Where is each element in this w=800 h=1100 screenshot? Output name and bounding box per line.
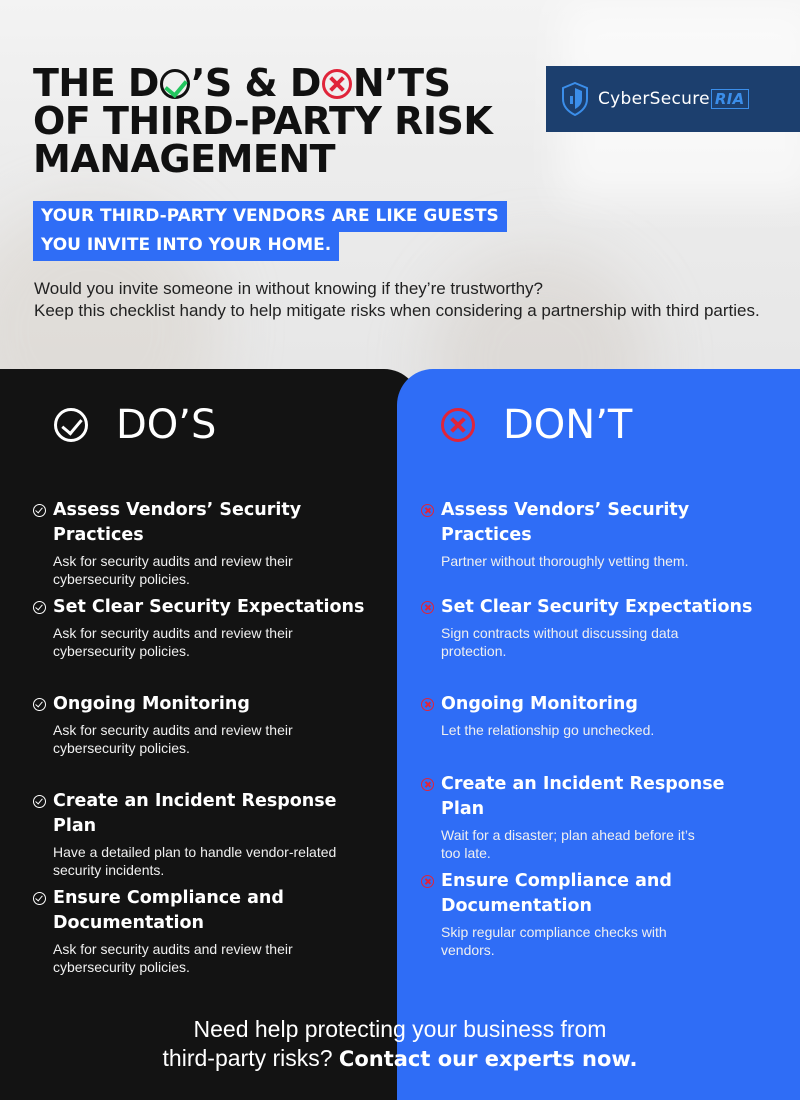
intro-text (34, 278, 764, 322)
dos-item-body: Ask for security audits and review their cybersecurity policies. (53, 553, 293, 587)
check-icon (33, 601, 46, 614)
donts-item (421, 692, 771, 739)
dos-item-title (33, 498, 383, 548)
donts-item-body: Skip regular compliance checks with vendors. (441, 924, 667, 958)
dos-item (33, 789, 383, 879)
dos-item (33, 886, 333, 976)
cross-icon (322, 69, 352, 99)
donts-heading-label: DON’T (503, 402, 633, 448)
cross-icon (421, 778, 434, 791)
shield-icon (562, 82, 588, 116)
company-logo (546, 66, 800, 132)
banner-line-1: YOUR THIRD-PARTY VENDORS ARE LIKE GUESTS (33, 201, 507, 232)
dos-item-title (33, 595, 383, 620)
dos-item-body: Have a detailed plan to handle vendor-related security incidents. (53, 844, 337, 878)
dos-item-title (33, 789, 383, 839)
cross-icon (421, 875, 434, 888)
item-title-text: Ensure Compliance and Documentation (53, 888, 284, 933)
cross-icon (421, 601, 434, 614)
donts-item-title (421, 869, 721, 919)
item-title-text: Set Clear Security Expectations (441, 597, 753, 617)
dos-heading (54, 402, 216, 448)
dos-item-title (33, 886, 333, 936)
hero-background (0, 0, 800, 400)
dos-item-title (33, 692, 383, 717)
donts-item (421, 498, 771, 570)
donts-item-title (421, 595, 771, 620)
item-title-text: Create an Incident Response Plan (441, 774, 725, 819)
donts-item (421, 595, 771, 660)
cross-circle-icon (441, 408, 475, 442)
donts-item-body: Let the relationship go unchecked. (441, 722, 655, 738)
cross-icon (421, 504, 434, 517)
banner-line-2: YOU INVITE INTO YOUR HOME. (33, 230, 339, 261)
title-text: THE D (33, 61, 159, 105)
title-line-1 (33, 61, 533, 105)
item-title-text: Assess Vendors’ Security Practices (53, 500, 302, 545)
item-title-text: Ongoing Monitoring (53, 694, 250, 714)
item-title-text: Ensure Compliance and Documentation (441, 871, 672, 916)
cta-text: third-party risks? (162, 1045, 333, 1071)
donts-item-body: Partner without thoroughly vetting them. (441, 553, 689, 569)
page-title (33, 61, 533, 181)
logo-suffix: RIA (711, 89, 749, 109)
check-icon (160, 69, 190, 99)
donts-item-title (421, 772, 771, 822)
dos-heading-label: DO’S (116, 402, 217, 448)
dos-item-body: Ask for security audits and review their cybersecurity policies. (53, 722, 293, 756)
logo-brand: CyberSecure (598, 89, 710, 109)
donts-item-title (421, 692, 771, 717)
title-line-2: OF THIRD-PARTY RISK (33, 99, 493, 143)
contact-experts-link[interactable]: Contact our experts now. (338, 1047, 638, 1071)
check-icon (33, 698, 46, 711)
donts-item (421, 869, 721, 959)
check-icon (33, 504, 46, 517)
donts-item-body: Wait for a disaster; plan ahead before it’s too late. (441, 827, 695, 861)
dos-item (33, 595, 383, 660)
item-title-text: Ongoing Monitoring (441, 694, 638, 714)
dos-item-body: Ask for security audits and review their cybersecurity policies. (53, 625, 293, 659)
title-text: ’S & D (190, 61, 321, 105)
call-to-action (0, 1015, 800, 1074)
cta-line-1: Need help protecting your business from (193, 1016, 607, 1042)
intro-line-2: Keep this checklist handy to help mitigate risks when considering a partnership with third parties. (34, 301, 760, 320)
dos-item (33, 498, 383, 588)
dos-item-body: Ask for security audits and review their cybersecurity policies. (53, 941, 293, 975)
intro-line-1: Would you invite someone in without knowing if they’re trustworthy? (34, 279, 543, 298)
item-title-text: Set Clear Security Expectations (53, 597, 365, 617)
item-title-text: Assess Vendors’ Security Practices (441, 500, 690, 545)
check-icon (33, 892, 46, 905)
dos-item (33, 692, 383, 757)
title-line-3: MANAGEMENT (33, 137, 336, 181)
check-icon (33, 795, 46, 808)
headline-banner (33, 201, 507, 261)
check-circle-icon (54, 408, 88, 442)
donts-item-title (421, 498, 771, 548)
donts-item (421, 772, 771, 862)
donts-heading (441, 402, 632, 448)
donts-item-body: Sign contracts without discussing data protection. (441, 625, 679, 659)
item-title-text: Create an Incident Response Plan (53, 791, 337, 836)
cross-icon (421, 698, 434, 711)
title-text: N’TS (352, 61, 451, 105)
logo-text (598, 89, 749, 109)
cta-line-2 (0, 1044, 800, 1074)
